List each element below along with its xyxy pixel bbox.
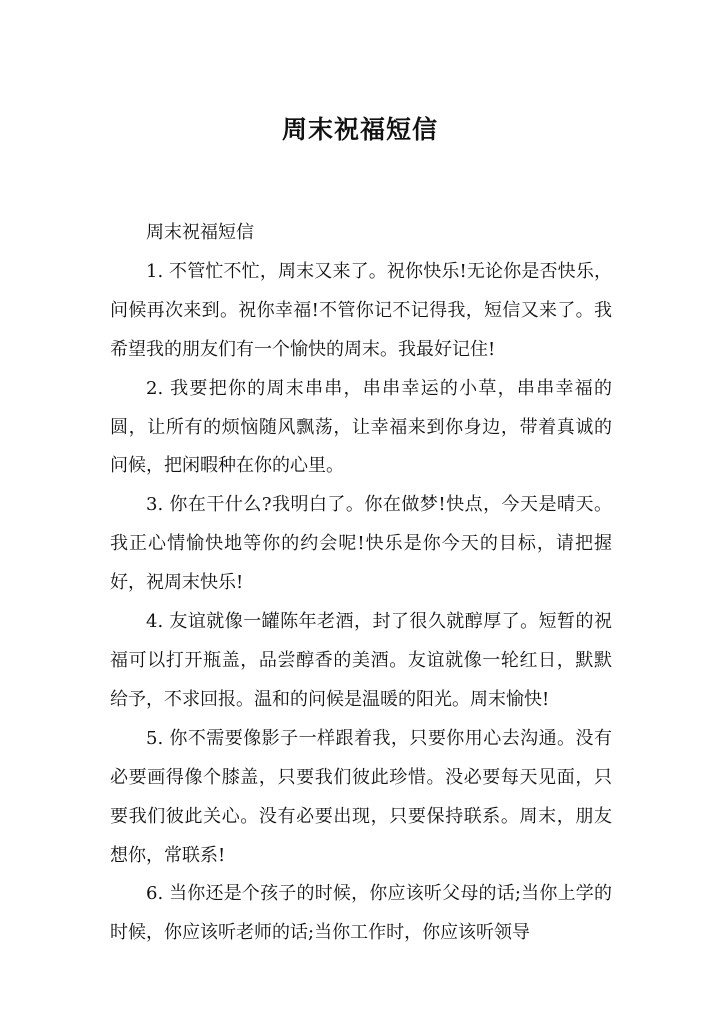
paragraph-item-5: 5. 你不需要像影子一样跟着我，只要你用心去沟通。没有必要画得像个膝盖，只要我们彼此珍惜。没必要每天见面，只要我们彼此关心。没有必要出现，只要保持联系。周末，朋友想你，常联系!	[110, 727, 612, 866]
paragraph-item-6: 6. 当你还是个孩子的时候，你应该听父母的话;当你上学的时候，你应该听老师的话;当你工作时，你应该听领导	[110, 883, 612, 944]
paragraph-item-2: 2. 我要把你的周末串串，串串幸运的小草，串串幸福的圆，让所有的烦恼随风飘荡，让幸福来到你身边，带着真诚的问候，把闲暇种在你的心里。	[110, 377, 612, 477]
paragraph-item-1: 1. 不管忙不忙，周末又来了。祝你快乐!无论你是否快乐，问候再次来到。祝你幸福!不管你记不记得我，短信又来了。我希望我的朋友们有一个愉快的周末。我最好记住!	[110, 260, 612, 360]
paragraph-item-4: 4. 友谊就像一罐陈年老酒，封了很久就醇厚了。短暂的祝福可以打开瓶盖，品尝醇香的美酒。友谊就像一轮红日，默默给予，不求回报。温和的问候是温暖的阳光。周末愉快!	[110, 611, 612, 710]
paragraph-subtitle: 周末祝福短信	[146, 222, 254, 243]
document-title: 周末祝福短信	[281, 115, 438, 144]
document-body	[110, 214, 612, 953]
paragraph-item-3: 3. 你在干什么?我明白了。你在做梦!快点，今天是晴天。我正心情愉快地等你的约会呢!快乐是你今天的目标，请把握好，祝周末快乐!	[110, 494, 612, 594]
